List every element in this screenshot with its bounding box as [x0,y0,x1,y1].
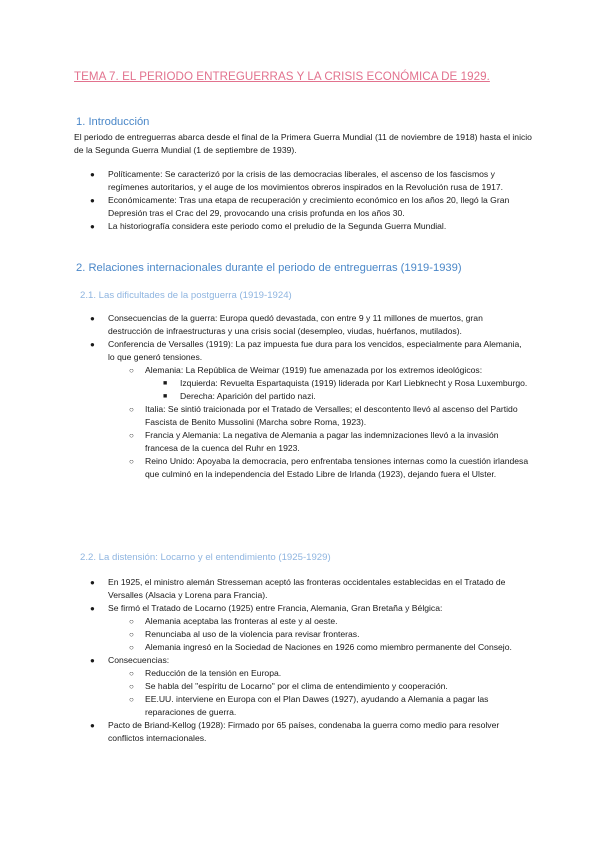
bullet-dot-icon: ● [90,314,95,323]
list-item: ● Conferencia de Versalles (1919): La paz impuesta fue dura para los vencidos, especialmente para Alemania, lo que generó tensiones. [90,339,522,362]
bullet-dot-icon: ● [90,170,95,179]
list-item: ■ Izquierda: Revuelta Espartaquista (1919) liderada por Karl Liebknecht y Rosa Luxemburgo. [163,378,528,388]
bullet-dot-icon: ● [90,604,95,613]
section-1-heading: 1. Introducción [76,116,150,128]
list-item: ○ Alemania aceptaba las fronteras al este y al oeste. [129,616,338,626]
bullet-circle-icon: ○ [129,405,134,414]
list-item: ● La historiografía considera este periodo como el preludio de la Segunda Guerra Mundial. [90,221,447,231]
subsection-2-1-list [0,312,600,481]
section-2-heading: 2. Relaciones internacionales durante el periodo de entreguerras (1919-1939) [76,262,462,274]
subsection-2-2-list [0,576,600,745]
subsection-2-1-heading: 2.1. Las dificultades de la postguerra (1919-1924) [80,290,292,301]
bullet-square-icon: ■ [163,393,168,400]
list-item: ■ Derecha: Aparición del partido nazi. [163,391,316,401]
list-item: ● Consecuencias de la guerra: Europa quedó devastada, con entre 9 y 11 millones de muertos, gran destrucción de infraestructuras y una crisis social (desempleo, viudas, huérfanos, mutilados). [90,313,483,336]
list-item: ● En 1925, el ministro alemán Stresseman aceptó las fronteras occidentales establecidas en el Tratado de Versalles (Alsacia y Lorena para Francia). [90,577,506,600]
list-item: ○ Alemania ingresó en la Sociedad de Naciones en 1926 como miembro permanente del Consejo. [129,642,512,652]
bullet-dot-icon: ● [90,656,95,665]
bullet-circle-icon: ○ [129,682,134,691]
list-item: ○ Francia y Alemania: La negativa de Alemania a pagar las indemnizaciones llevó a la invasión francesa de la cuenca del Ruhr en 1923. [129,430,499,453]
bullet-dot-icon: ● [90,222,95,231]
section-1-bullet-list [0,168,600,233]
bullet-dot-icon: ● [90,721,95,730]
list-item: ○ Alemania: La República de Weimar (1919) fue amenazada por los extremos ideológicos: [129,365,483,375]
list-item: ○ Reino Unido: Apoyaba la democracia, pero enfrentaba tensiones internas como la cuestión irlandesa que culminó en la independencia del Estado Libre de Irlanda (1923), dejando fuera el Ulster. [129,456,529,479]
bullet-circle-icon: ○ [129,669,134,678]
bullet-circle-icon: ○ [129,366,134,375]
list-item: ○ Reducción de la tensión en Europa. [129,668,282,678]
list-item: ○ Italia: Se sintió traicionada por el Tratado de Versalles; el descontento llevó al ascenso del Partido Fascista de Benito Mussolini (Marcha sobre Roma, 1923). [129,404,518,427]
list-item: ○ Renunciaba al uso de la violencia para revisar fronteras. [129,629,360,639]
bullet-dot-icon: ● [90,578,95,587]
bullet-dot-icon: ● [90,340,95,349]
bullet-circle-icon: ○ [129,695,134,704]
list-item: ● Políticamente: Se caracterizó por la crisis de las democracias liberales, el ascenso de los fascismos y regímenes autoritarios, y el auge de los movimientos obreros inspirados en la Revolución rusa de 1917. [90,169,504,192]
list-item: ● Consecuencias: [90,655,170,665]
bullet-circle-icon: ○ [129,643,134,652]
bullet-circle-icon: ○ [129,630,134,639]
bullet-circle-icon: ○ [129,457,134,466]
list-item: ● Económicamente: Tras una etapa de recuperación y crecimiento económico en los años 20, llegó la Gran Depresión tras el Crac del 29, provocando una crisis profunda en los años 30. [90,195,510,218]
bullet-square-icon: ■ [163,380,168,387]
list-item: ● Se firmó el Tratado de Locarno (1925) entre Francia, Alemania, Gran Bretaña y Bélgica: [90,603,443,613]
list-item: ● Pacto de Briand-Kellog (1928): Firmado por 65 países, condenaba la guerra como medio para resolver conflictos internacionales. [90,720,500,743]
subsection-2-2-heading: 2.2. La distensión: Locarno y el entendimiento (1925-1929) [80,552,331,563]
list-item: ○ EE.UU. interviene en Europa con el Plan Dawes (1927), ayudando a Alemania a pagar las reparaciones de guerra. [129,694,489,717]
bullet-circle-icon: ○ [129,431,134,440]
bullet-circle-icon: ○ [129,617,134,626]
section-1-intro: El periodo de entreguerras abarca desde el final de la Primera Guerra Mundial (11 de noviembre de 1918) hasta el inicio de la Segunda Guerra Mundial (1 de septiembre de 1939). [74,132,532,155]
document-title: TEMA 7. EL PERIODO ENTREGUERRAS Y LA CRISIS ECONÓMICA DE 1929. [74,70,490,83]
bullet-dot-icon: ● [90,196,95,205]
list-item: ○ Se habla del "espíritu de Locarno" por el clima de entendimiento y cooperación. [129,681,448,691]
